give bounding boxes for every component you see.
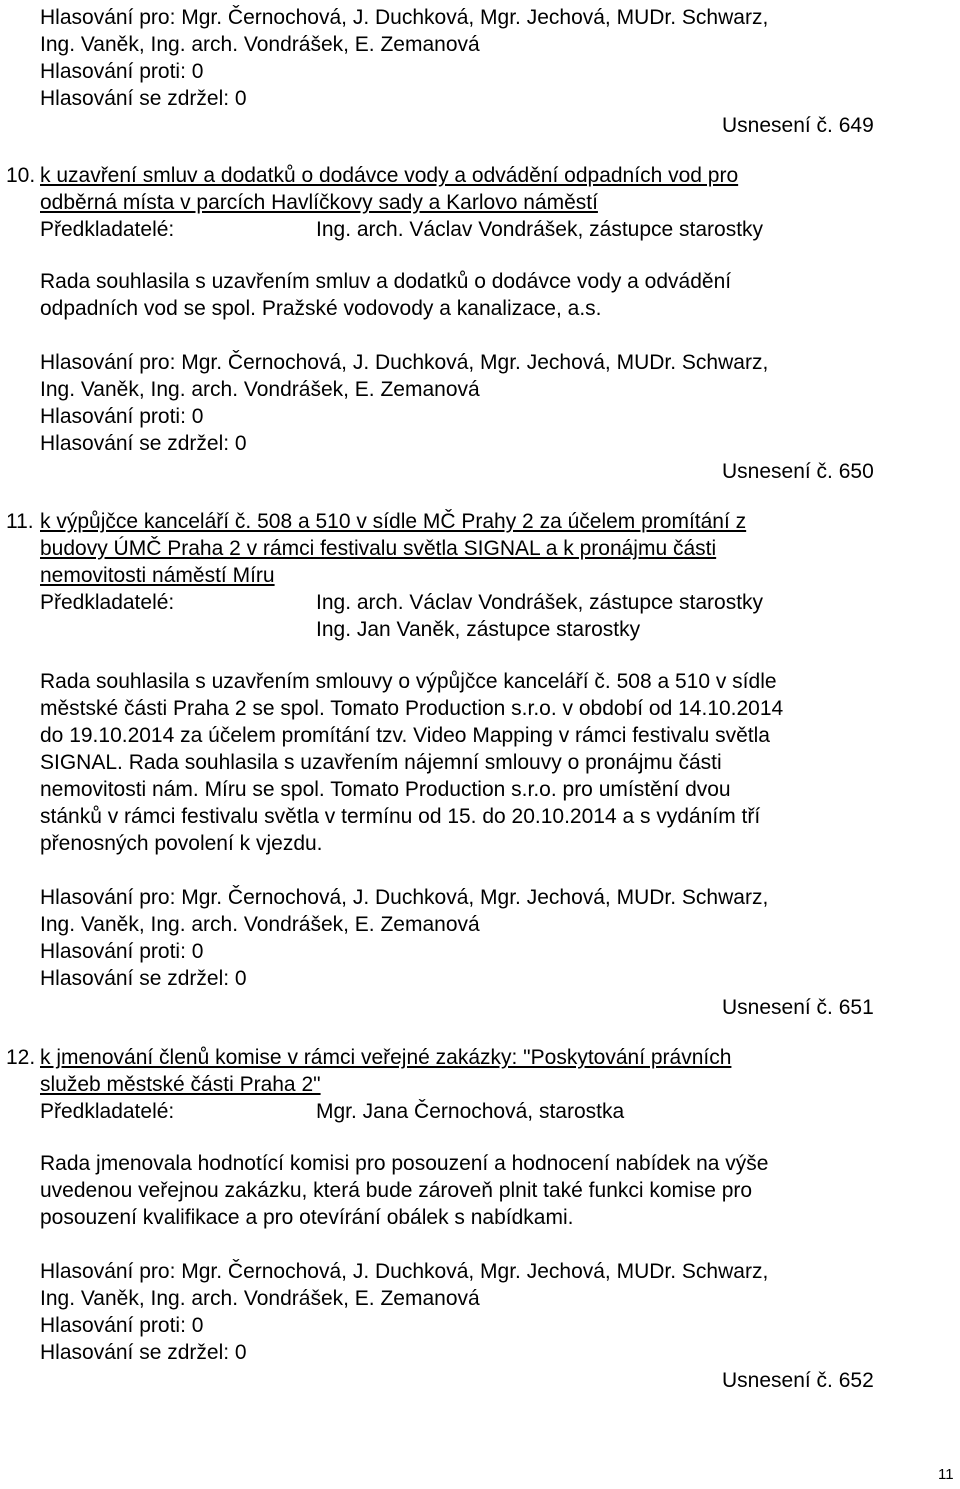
resolution-number: Usnesení č. 649 <box>722 114 874 137</box>
item-title: služeb městské části Praha 2" <box>40 1073 321 1096</box>
item-title: nemovitosti náměstí Míru <box>40 564 275 587</box>
item-title: k uzavření smluv a dodatků o dodávce vody a odvádění odpadních vod pro <box>40 164 739 187</box>
resolution-text: odpadních vod se spol. Pražské vodovody a kanalizace, a.s. <box>40 297 602 320</box>
votes-against: Hlasování proti: 0 <box>40 405 204 428</box>
presenter-name: Ing. Jan Vaněk, zástupce starostky <box>316 618 641 641</box>
votes-against: Hlasování proti: 0 <box>40 60 204 83</box>
resolution-text: Rada souhlasila s uzavřením smlouvy o výpůjčce kanceláří č. 508 a 510 v sídle <box>40 670 777 693</box>
resolution-text: stánků v rámci festivalu světla v termínu od 15. do 20.10.2014 a s vydáním tří <box>40 805 761 828</box>
votes-against: Hlasování proti: 0 <box>40 1314 204 1337</box>
resolution-text: do 19.10.2014 za účelem promítání tzv. Video Mapping v rámci festivalu světla <box>40 724 770 747</box>
votes-abstain: Hlasování se zdržel: 0 <box>40 1341 247 1364</box>
presenter-label: Předkladatelé: <box>40 1100 175 1123</box>
presenter-label: Předkladatelé: <box>40 218 175 241</box>
item-number: 11. <box>6 510 34 533</box>
resolution-text: SIGNAL. Rada souhlasila s uzavřením nájemní smlouvy o pronájmu části <box>40 751 722 774</box>
votes-for-line: Hlasování pro: Mgr. Černochová, J. Duchková, Mgr. Jechová, MUDr. Schwarz, <box>40 351 769 374</box>
votes-for-line: Ing. Vaněk, Ing. arch. Vondrášek, E. Zemanová <box>40 378 480 401</box>
votes-for-line: Hlasování pro: Mgr. Černochová, J. Duchková, Mgr. Jechová, MUDr. Schwarz, <box>40 1260 769 1283</box>
resolution-text: Rada jmenovala hodnotící komisi pro posouzení a hodnocení nabídek na výše <box>40 1152 769 1175</box>
resolution-text: posouzení kvalifikace a pro otevírání obálek s nabídkami. <box>40 1206 574 1229</box>
presenter-name: Mgr. Jana Černochová, starostka <box>316 1100 625 1123</box>
presenter-name: Ing. arch. Václav Vondrášek, zástupce starostky <box>316 218 764 241</box>
votes-for-line: Ing. Vaněk, Ing. arch. Vondrášek, E. Zemanová <box>40 1287 480 1310</box>
resolution-text: uvedenou veřejnou zakázku, která bude zároveň plnit také funkci komise pro <box>40 1179 753 1202</box>
item-number: 10. <box>6 164 36 187</box>
item-title: odběrná místa v parcích Havlíčkovy sady a Karlovo náměstí <box>40 191 598 214</box>
item-title: k výpůjčce kanceláří č. 508 a 510 v sídle MČ Prahy 2 za účelem promítání z <box>40 510 747 533</box>
votes-for-line: Ing. Vaněk, Ing. arch. Vondrášek, E. Zemanová <box>40 33 480 56</box>
votes-for-line: Hlasování pro: Mgr. Černochová, J. Duchková, Mgr. Jechová, MUDr. Schwarz, <box>40 886 769 909</box>
votes-abstain: Hlasování se zdržel: 0 <box>40 87 247 110</box>
resolution-number: Usnesení č. 652 <box>722 1369 874 1392</box>
votes-against: Hlasování proti: 0 <box>40 940 204 963</box>
votes-abstain: Hlasování se zdržel: 0 <box>40 432 247 455</box>
votes-abstain: Hlasování se zdržel: 0 <box>40 967 247 990</box>
votes-for-line: Ing. Vaněk, Ing. arch. Vondrášek, E. Zemanová <box>40 913 480 936</box>
resolution-number: Usnesení č. 651 <box>722 996 874 1019</box>
item-number: 12. <box>6 1046 36 1069</box>
votes-for-line: Hlasování pro: Mgr. Černochová, J. Duchková, Mgr. Jechová, MUDr. Schwarz, <box>40 6 769 29</box>
resolution-text: přenosných povolení k vjezdu. <box>40 832 323 855</box>
resolution-text: Rada souhlasila s uzavřením smluv a dodatků o dodávce vody a odvádění <box>40 270 732 293</box>
presenter-name: Ing. arch. Václav Vondrášek, zástupce starostky <box>316 591 764 614</box>
resolution-text: nemovitosti nám. Míru se spol. Tomato Production s.r.o. pro umístění dvou <box>40 778 731 801</box>
resolution-text: městské části Praha 2 se spol. Tomato Production s.r.o. v období od 14.10.2014 <box>40 697 784 720</box>
item-title: budovy ÚMČ Praha 2 v rámci festivalu světla SIGNAL a k pronájmu části <box>40 537 717 560</box>
presenter-label: Předkladatelé: <box>40 591 175 614</box>
item-title: k jmenování členů komise v rámci veřejné zakázky: "Poskytování právních <box>40 1046 732 1069</box>
resolution-number: Usnesení č. 650 <box>722 460 874 483</box>
page-number: 11 <box>938 1466 954 1483</box>
